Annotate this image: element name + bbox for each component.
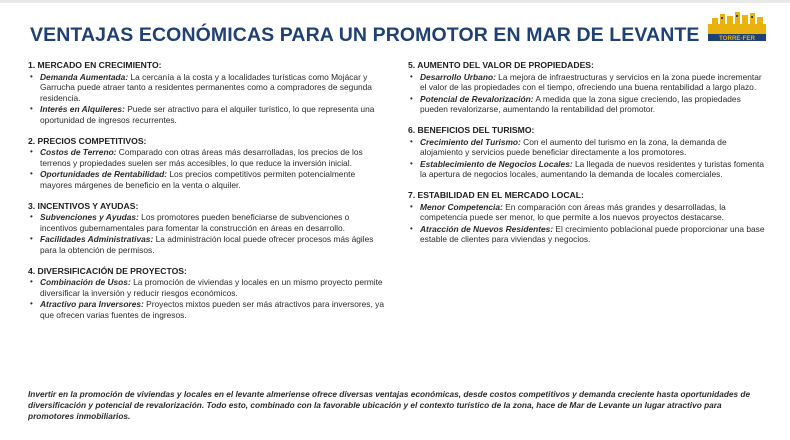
item-label: Atractivo para Inversores: bbox=[40, 299, 144, 310]
bullet-icon: • bbox=[410, 71, 413, 81]
item-label: Desarrollo Urbano: bbox=[420, 71, 496, 82]
bullet-item bbox=[408, 72, 770, 93]
bullet-icon: • bbox=[410, 223, 413, 233]
item-label: Combinación de Usos: bbox=[40, 277, 131, 288]
bullet-icon: • bbox=[30, 104, 33, 114]
item-text: El crecimiento poblacional puede proporcionar una base estable de clientes para viviendas y negocios. bbox=[420, 223, 765, 245]
item-label: Facilidades Administrativas: bbox=[40, 234, 154, 245]
section-title: 3. INCENTIVOS Y AYUDAS: bbox=[28, 200, 139, 211]
bullet-icon: • bbox=[410, 201, 413, 211]
torre-fer-logo bbox=[706, 10, 768, 42]
bullet-item bbox=[28, 72, 388, 104]
item-label: Crecimiento del Turismo: bbox=[420, 136, 521, 147]
bullet-item bbox=[28, 147, 388, 168]
bullet-icon: • bbox=[30, 234, 33, 244]
top-border bbox=[0, 0, 790, 3]
item-text: La promoción de viviendas y locales en un mismo proyecto permite diversificar la inversión y reducir riesgos económicos. bbox=[40, 277, 383, 298]
item-label: Oportunidades de Rentabilidad: bbox=[40, 169, 168, 180]
item-text: En comparación con áreas más grandes y desarrolladas, la competencia puede ser menor, lo que permite a los nuevos proyectos destacarse. bbox=[420, 201, 726, 223]
bullet-item bbox=[28, 169, 388, 190]
bullet-icon: • bbox=[30, 169, 33, 179]
item-text: Los promotores pueden beneficiarse de subvenciones o incentivos gubernamentales para fomentar la construcción en áreas en desarrollo. bbox=[40, 212, 350, 233]
section-title: 4. DIVERSIFICACIÓN DE PROYECTOS: bbox=[28, 265, 187, 276]
bullet-icon: • bbox=[30, 212, 33, 222]
section bbox=[28, 60, 388, 126]
bullet-item bbox=[28, 299, 388, 320]
item-label: Costos de Terreno: bbox=[40, 147, 117, 158]
item-label: Establecimiento de Negocios Locales: bbox=[420, 158, 573, 169]
item-text: La cercanía a la costa y a localidades turísticas como Mojácar y Garrucha puede atraer tanto a residentes permanentes como a compradores de segunda residencia. bbox=[40, 71, 372, 103]
bullet-item bbox=[408, 202, 770, 223]
bullet-icon: • bbox=[410, 93, 413, 103]
bullet-item bbox=[28, 277, 388, 298]
section-title: 2. PRECIOS COMPETITIVOS: bbox=[28, 135, 147, 146]
footer-summary: Invertir en la promoción de viviendas y locales en el levante almeriense ofrece diversas ventajas económicas, desde costos competitivos y demanda creciente hasta oportunidades de diversificación y potencial de revalorización. Todo esto, combinado con la favorable ubicación y el contexto turístico de la zona, hace de Mar de Levante un lugar atractivo para promotores inmobiliarios. bbox=[28, 389, 751, 421]
item-label: Atracción de Nuevos Residentes: bbox=[420, 223, 554, 234]
section-title: 7. ESTABILIDAD EN EL MERCADO LOCAL: bbox=[408, 189, 584, 200]
left-column bbox=[28, 60, 388, 330]
bullet-icon: • bbox=[410, 158, 413, 168]
bullet-item bbox=[408, 94, 770, 115]
item-text: Proyectos mixtos pueden ser más atractivos para inversores, ya que ofrecen varias fuentes de ingresos. bbox=[40, 299, 384, 320]
section-title: 1. MERCADO EN CRECIMIENTO: bbox=[28, 60, 162, 70]
page-title: VENTAJAS ECONÓMICAS PARA UN PROMOTOR EN MAR DE LEVANTE bbox=[30, 24, 700, 46]
section-title: 6. BENEFICIOS DEL TURISMO: bbox=[408, 124, 535, 135]
bullet-icon: • bbox=[30, 277, 33, 287]
item-text: Los precios competitivos permiten potencialmente mayores márgenes de beneficio en la venta o alquiler. bbox=[40, 169, 356, 190]
bullet-item bbox=[28, 234, 388, 255]
item-text: Puede ser atractivo para el alquiler turístico, lo que representa una oportunidad de ingresos recurrentes. bbox=[40, 104, 375, 125]
bullet-icon: • bbox=[30, 71, 33, 81]
item-text: La administración local puede ofrecer procesos más ágiles para la obtención de permisos. bbox=[40, 234, 374, 255]
section bbox=[408, 60, 770, 115]
item-label: Interés en Alquileres: bbox=[40, 104, 125, 115]
bullet-icon: • bbox=[30, 147, 33, 157]
item-label: Subvenciones y Ayudas: bbox=[40, 212, 139, 223]
bullet-item bbox=[408, 137, 770, 158]
item-text: Comparado con otras áreas más desarrolladas, los precios de los terrenos y propiedades suelen ser más accesibles, lo que reduce la inversión inicial. bbox=[40, 147, 363, 168]
item-text: Con el aumento del turismo en la zona, la demanda de alojamiento y servicios puede beneficiar directamente a los promotores. bbox=[420, 136, 727, 158]
bullet-icon: • bbox=[410, 136, 413, 146]
item-text: La mejora de infraestructuras y servicios en la zona puede incrementar el valor de las propiedades con el tiempo, ofreciendo una buena rentabilidad a largo plazo. bbox=[420, 71, 762, 93]
bullet-item bbox=[28, 104, 388, 125]
logo-text: TORRE-FER bbox=[719, 35, 755, 42]
bullet-item bbox=[408, 224, 770, 245]
bullet-item bbox=[28, 212, 388, 233]
bullet-icon: • bbox=[30, 299, 33, 309]
item-label: Menor Competencia: bbox=[420, 201, 503, 212]
section bbox=[28, 266, 388, 321]
section-title: 5. AUMENTO DEL VALOR DE PROPIEDADES: bbox=[408, 60, 594, 70]
section bbox=[408, 125, 770, 180]
item-label: Potencial de Revalorización: bbox=[420, 93, 534, 104]
section bbox=[408, 190, 770, 245]
item-text: A medida que la zona sigue creciendo, las propiedades pueden revalorizarse, aumentando la rentabilidad del promotor. bbox=[420, 93, 741, 115]
bullet-item bbox=[408, 159, 770, 180]
item-text: La llegada de nuevos residentes y turistas fomenta la apertura de negocios locales, aumentando la demanda de locales comerciales. bbox=[420, 158, 765, 180]
right-column bbox=[408, 60, 770, 255]
section bbox=[28, 201, 388, 256]
item-label: Demanda Aumentada: bbox=[40, 71, 129, 82]
section bbox=[28, 136, 388, 191]
